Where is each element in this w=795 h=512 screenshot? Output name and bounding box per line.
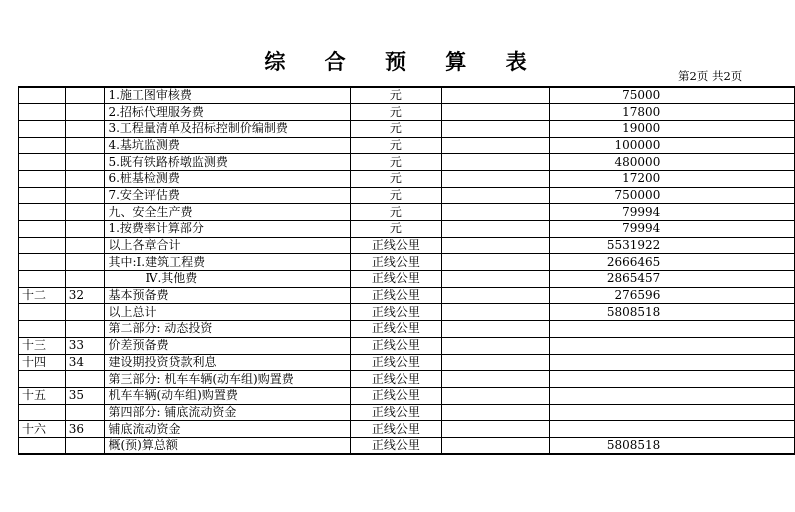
blank-cell	[662, 237, 794, 254]
chapter-number-cell: 十五	[19, 387, 66, 404]
chapter-number-cell	[19, 120, 66, 137]
chapter-number-cell	[19, 170, 66, 187]
table-row	[19, 187, 795, 204]
quantity-cell	[442, 271, 550, 288]
item-name-cell: 概(预)算总额	[105, 437, 350, 454]
section-number-cell	[65, 120, 105, 137]
chapter-number-cell	[19, 204, 66, 221]
item-name-cell: 5.既有铁路桥墩监测费	[105, 154, 350, 171]
table-row	[19, 337, 795, 354]
amount-cell	[549, 371, 662, 388]
section-number-cell	[65, 154, 105, 171]
unit-cell: 元	[350, 137, 441, 154]
blank-cell	[662, 170, 794, 187]
item-name-cell: 其中:Ⅰ.建筑工程费	[105, 254, 350, 271]
blank-cell	[662, 254, 794, 271]
page-title: 综 合 预 算 表	[264, 49, 543, 74]
blank-cell	[662, 421, 794, 438]
unit-cell: 元	[350, 87, 441, 104]
blank-cell	[662, 120, 794, 137]
section-number-cell	[65, 321, 105, 338]
amount-cell: 5531922	[549, 237, 662, 254]
table-row	[19, 154, 795, 171]
unit-cell: 元	[350, 221, 441, 238]
section-number-cell	[65, 254, 105, 271]
quantity-cell	[442, 321, 550, 338]
amount-cell	[549, 404, 662, 421]
chapter-number-cell	[19, 254, 66, 271]
amount-cell: 2666465	[549, 254, 662, 271]
blank-cell	[662, 437, 794, 454]
table-row	[19, 404, 795, 421]
quantity-cell	[442, 187, 550, 204]
amount-cell: 75000	[549, 87, 662, 104]
unit-cell: 正线公里	[350, 421, 441, 438]
quantity-cell	[442, 104, 550, 121]
table-row	[19, 254, 795, 271]
page-number-info: 第2页 共2页	[678, 69, 743, 83]
unit-cell: 正线公里	[350, 404, 441, 421]
table-row	[19, 87, 795, 104]
quantity-cell	[442, 421, 550, 438]
quantity-cell	[442, 120, 550, 137]
quantity-cell	[442, 87, 550, 104]
table-row	[19, 354, 795, 371]
section-number-cell	[65, 404, 105, 421]
unit-cell: 正线公里	[350, 304, 441, 321]
unit-cell: 元	[350, 154, 441, 171]
quantity-cell	[442, 221, 550, 238]
section-number-cell	[65, 371, 105, 388]
item-name-cell: 4.基坑监测费	[105, 137, 350, 154]
quantity-cell	[442, 354, 550, 371]
blank-cell	[662, 104, 794, 121]
item-name-cell: 铺底流动资金	[105, 421, 350, 438]
section-number-cell	[65, 237, 105, 254]
table-row	[19, 287, 795, 304]
table-row	[19, 437, 795, 454]
item-name-cell: 3.工程量清单及招标控制价编制费	[105, 120, 350, 137]
chapter-number-cell: 十四	[19, 354, 66, 371]
quantity-cell	[442, 371, 550, 388]
quantity-cell	[442, 154, 550, 171]
chapter-number-cell	[19, 237, 66, 254]
blank-cell	[662, 371, 794, 388]
chapter-number-cell	[19, 87, 66, 104]
quantity-cell	[442, 304, 550, 321]
chapter-number-cell	[19, 404, 66, 421]
item-name-cell: 机车车辆(动车组)购置费	[105, 387, 350, 404]
chapter-number-cell	[19, 221, 66, 238]
amount-cell: 5808518	[549, 304, 662, 321]
item-name-cell: 九、安全生产费	[105, 204, 350, 221]
blank-cell	[662, 404, 794, 421]
unit-cell: 正线公里	[350, 371, 441, 388]
section-number-cell: 34	[65, 354, 105, 371]
chapter-number-cell	[19, 137, 66, 154]
blank-cell	[662, 187, 794, 204]
amount-cell	[549, 337, 662, 354]
quantity-cell	[442, 387, 550, 404]
chapter-number-cell	[19, 304, 66, 321]
amount-cell: 17200	[549, 170, 662, 187]
section-number-cell	[65, 304, 105, 321]
table-row	[19, 204, 795, 221]
blank-cell	[662, 287, 794, 304]
blank-cell	[662, 87, 794, 104]
amount-cell: 750000	[549, 187, 662, 204]
quantity-cell	[442, 287, 550, 304]
table-row	[19, 421, 795, 438]
budget-table-body	[19, 87, 795, 454]
amount-cell: 17800	[549, 104, 662, 121]
section-number-cell	[65, 137, 105, 154]
chapter-number-cell: 十六	[19, 421, 66, 438]
chapter-number-cell	[19, 321, 66, 338]
section-number-cell	[65, 271, 105, 288]
unit-cell: 元	[350, 170, 441, 187]
section-number-cell	[65, 221, 105, 238]
unit-cell: 元	[350, 187, 441, 204]
quantity-cell	[442, 137, 550, 154]
quantity-cell	[442, 337, 550, 354]
unit-cell: 元	[350, 120, 441, 137]
quantity-cell	[442, 204, 550, 221]
section-number-cell	[65, 187, 105, 204]
section-number-cell: 36	[65, 421, 105, 438]
item-name-cell: 以上总计	[105, 304, 350, 321]
item-name-cell: 2.招标代理服务费	[105, 104, 350, 121]
chapter-number-cell	[19, 437, 66, 454]
unit-cell: 正线公里	[350, 254, 441, 271]
amount-cell: 79994	[549, 221, 662, 238]
item-name-cell: Ⅳ.其他费	[105, 271, 350, 288]
table-row	[19, 137, 795, 154]
item-name-cell: 第四部分: 铺底流动资金	[105, 404, 350, 421]
blank-cell	[662, 154, 794, 171]
blank-cell	[662, 304, 794, 321]
unit-cell: 元	[350, 204, 441, 221]
item-name-cell: 基本预备费	[105, 287, 350, 304]
quantity-cell	[442, 404, 550, 421]
table-row	[19, 221, 795, 238]
unit-cell: 正线公里	[350, 237, 441, 254]
item-name-cell: 7.安全评估费	[105, 187, 350, 204]
table-row	[19, 104, 795, 121]
unit-cell: 正线公里	[350, 387, 441, 404]
amount-cell	[549, 387, 662, 404]
section-number-cell	[65, 87, 105, 104]
table-row	[19, 170, 795, 187]
unit-cell: 正线公里	[350, 321, 441, 338]
chapter-number-cell	[19, 271, 66, 288]
unit-cell: 正线公里	[350, 337, 441, 354]
unit-cell: 正线公里	[350, 437, 441, 454]
chapter-number-cell	[19, 104, 66, 121]
unit-cell: 正线公里	[350, 287, 441, 304]
section-number-cell: 35	[65, 387, 105, 404]
table-row	[19, 371, 795, 388]
blank-cell	[662, 387, 794, 404]
budget-table	[18, 86, 795, 455]
chapter-number-cell: 十三	[19, 337, 66, 354]
blank-cell	[662, 321, 794, 338]
blank-cell	[662, 354, 794, 371]
amount-cell: 19000	[549, 120, 662, 137]
amount-cell: 2865457	[549, 271, 662, 288]
item-name-cell: 建设期投资贷款利息	[105, 354, 350, 371]
quantity-cell	[442, 170, 550, 187]
section-number-cell	[65, 170, 105, 187]
amount-cell: 276596	[549, 287, 662, 304]
blank-cell	[662, 271, 794, 288]
item-name-cell: 第二部分: 动态投资	[105, 321, 350, 338]
chapter-number-cell	[19, 154, 66, 171]
item-name-cell: 第三部分: 机车车辆(动车组)购置费	[105, 371, 350, 388]
item-name-cell: 1.按费率计算部分	[105, 221, 350, 238]
section-number-cell	[65, 204, 105, 221]
amount-cell	[549, 421, 662, 438]
item-name-cell: 价差预备费	[105, 337, 350, 354]
table-row	[19, 321, 795, 338]
amount-cell	[549, 354, 662, 371]
section-number-cell	[65, 104, 105, 121]
amount-cell: 100000	[549, 137, 662, 154]
amount-cell: 79994	[549, 204, 662, 221]
chapter-number-cell: 十二	[19, 287, 66, 304]
section-number-cell	[65, 437, 105, 454]
item-name-cell: 以上各章合计	[105, 237, 350, 254]
quantity-cell	[442, 237, 550, 254]
table-row	[19, 304, 795, 321]
section-number-cell: 32	[65, 287, 105, 304]
table-row	[19, 387, 795, 404]
item-name-cell: 1.施工图审核费	[105, 87, 350, 104]
amount-cell: 480000	[549, 154, 662, 171]
unit-cell: 元	[350, 104, 441, 121]
chapter-number-cell	[19, 371, 66, 388]
item-name-cell: 6.桩基检测费	[105, 170, 350, 187]
unit-cell: 正线公里	[350, 354, 441, 371]
table-row	[19, 237, 795, 254]
table-row	[19, 120, 795, 137]
table-row	[19, 271, 795, 288]
blank-cell	[662, 204, 794, 221]
unit-cell: 正线公里	[350, 271, 441, 288]
blank-cell	[662, 137, 794, 154]
section-number-cell: 33	[65, 337, 105, 354]
blank-cell	[662, 221, 794, 238]
amount-cell	[549, 321, 662, 338]
blank-cell	[662, 337, 794, 354]
quantity-cell	[442, 437, 550, 454]
quantity-cell	[442, 254, 550, 271]
chapter-number-cell	[19, 187, 66, 204]
amount-cell: 5808518	[549, 437, 662, 454]
